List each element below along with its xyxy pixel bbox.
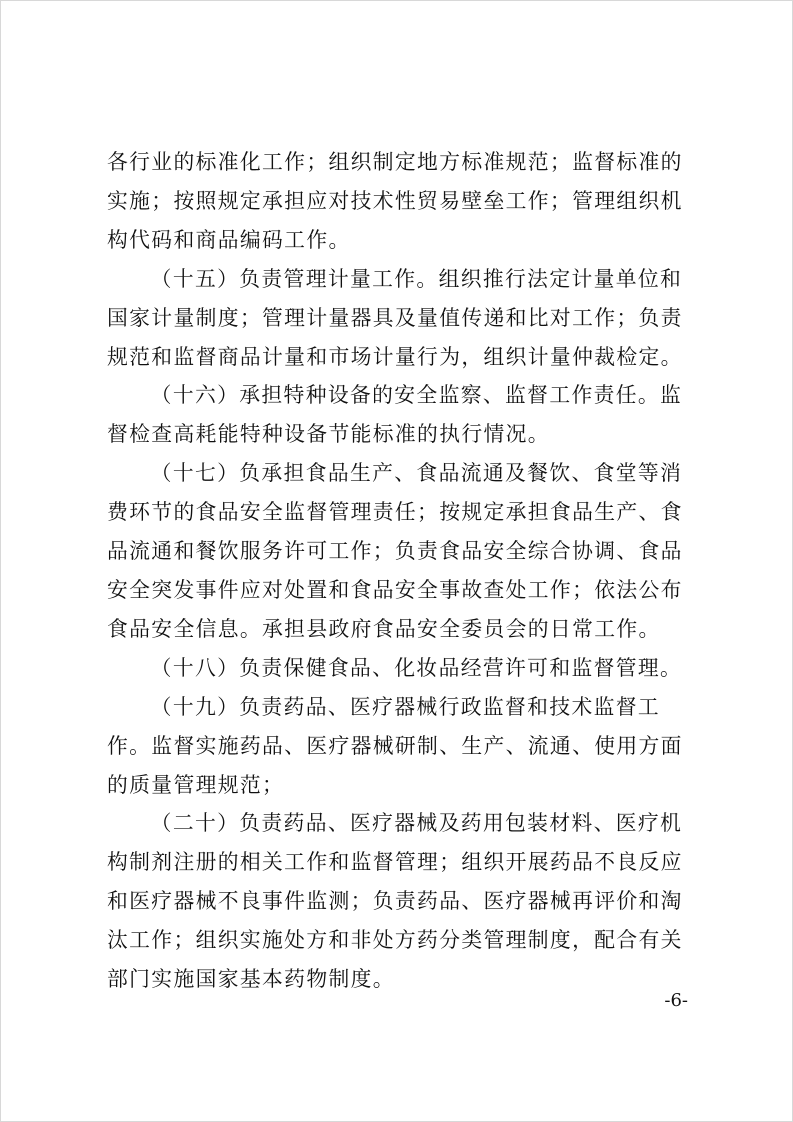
paragraph-7: （二十）负责药品、医疗器械及药用包装材料、医疗机构制剂注册的相关工作和监督管理；组织开展药品不良反应和医疗器械不良事件监测；负责药品、医疗器械再评价和淘汰工作；组织实施处方和非处方药分类管理制度，配合有关部门实施国家基本药物制度。 [107, 811, 683, 992]
paragraph-2: （十五）负责管理计量工作。组织推行法定计量单位和国家计量制度；管理计量器具及量值传递和比对工作；负责规范和监督商品计量和市场计量行为，组织计量仲裁检定。 [107, 266, 683, 369]
paragraph-3: （十六）承担特种设备的安全监察、监督工作责任。监督检查高耗能特种设备节能标准的执行情况。 [107, 383, 683, 447]
paragraph-5: （十八）负责保健食品、化妆品经营许可和监督管理。 [150, 655, 683, 680]
paragraph-1: 各行业的标准化工作；组织制定地方标准规范；监督标准的实施；按照规定承担应对技术性贸易壁垒工作；管理组织机构代码和商品编码工作。 [107, 150, 683, 252]
paragraph-4: （十七）负承担食品生产、食品流通及餐饮、食堂等消费环节的食品安全监督管理责任；按规定承担食品生产、食品流通和餐饮服务许可工作；负责食品安全综合协调、食品安全突发事件应对处置和食品安全事故查处工作；依法公布食品安全信息。承担县政府食品安全委员会的日常工作。 [107, 461, 683, 641]
page-number: -6- [664, 990, 688, 1011]
paragraph-6: （十九）负责药品、医疗器械行政监督和技术监督工作。监督实施药品、医疗器械研制、生产、流通、使用方面的质量管理规范； [107, 694, 683, 797]
body-text [107, 143, 697, 999]
